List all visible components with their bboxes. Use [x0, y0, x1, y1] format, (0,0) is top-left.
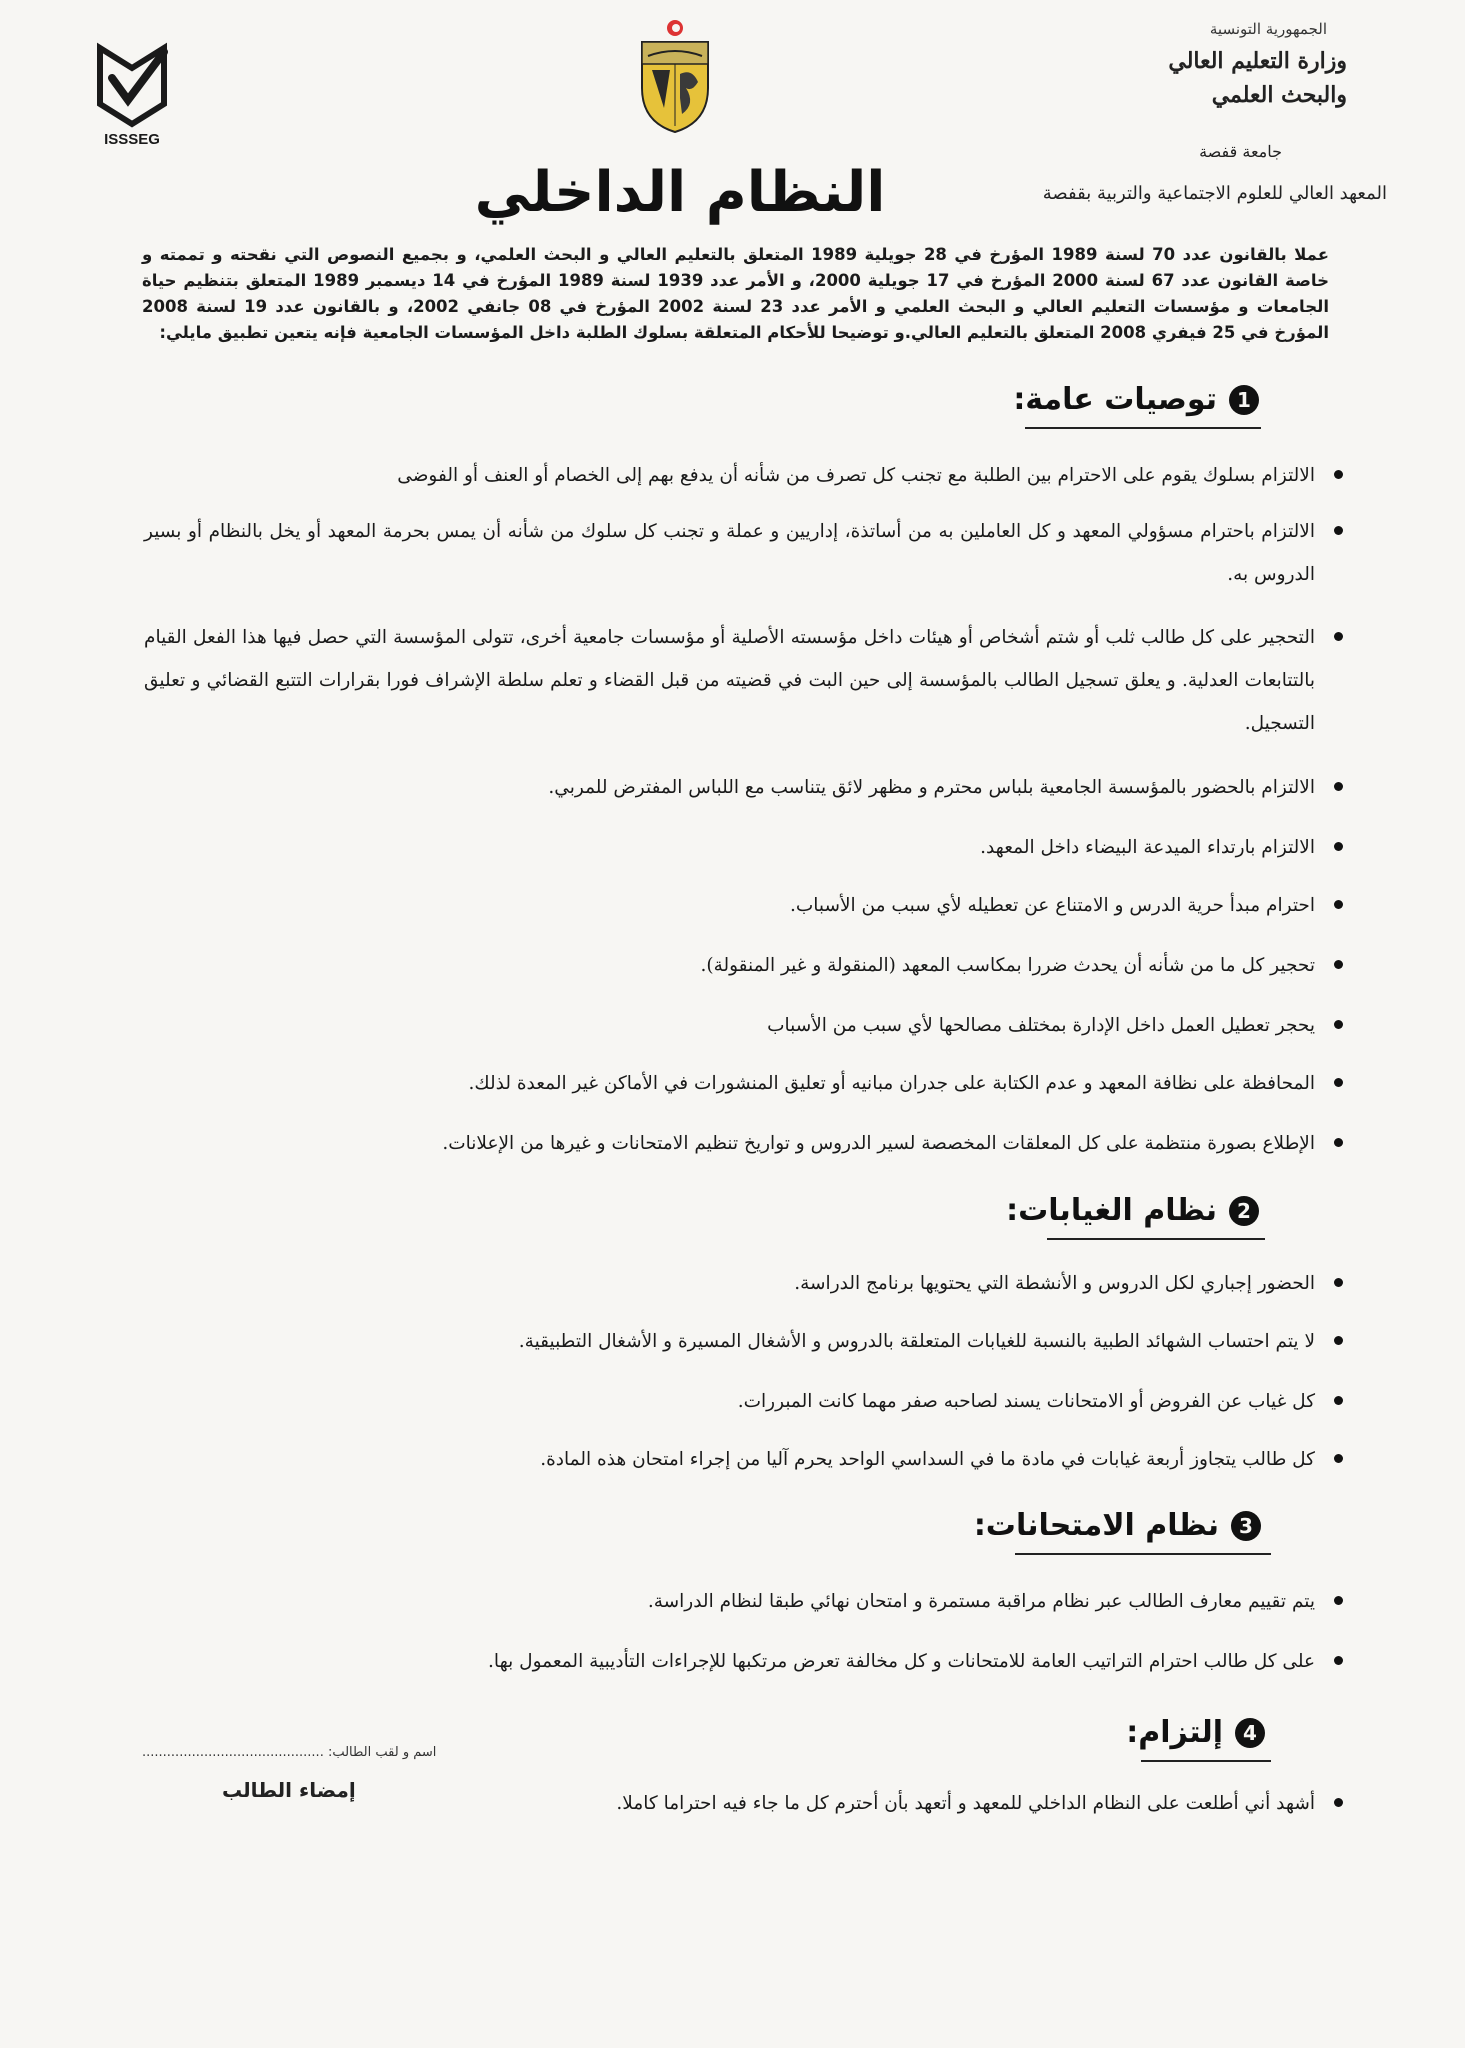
list-item: الحضور إجباري لكل الدروس و الأنشطة التي يحتويها برنامج الدراسة. — [700, 1262, 1315, 1305]
bullet-icon — [1334, 1656, 1343, 1665]
list-item: الالتزام بارتداء الميدعة البيضاء داخل المعهد. — [880, 826, 1315, 869]
bullet-icon — [1334, 782, 1343, 791]
bullet-icon — [1334, 1278, 1343, 1287]
section-1-heading — [1013, 382, 1259, 417]
ministry-line-2: والبحث العلمي — [1211, 82, 1347, 108]
section-title: إلتزام: — [1126, 1715, 1223, 1750]
bullet-icon — [1334, 1454, 1343, 1463]
student-name-field: اسم و لقب الطالب: ............................................ — [142, 1745, 437, 1760]
bullet-icon — [1334, 526, 1343, 535]
list-item: الالتزام بسلوك يقوم على الاحترام بين الطلبة مع تجنب كل تصرف من شأنه أن يدفع بهم إلى الخصام أو العنف أو الفوضى — [290, 454, 1315, 497]
section-number-badge: 3 — [1231, 1511, 1261, 1541]
institute-label: المعهد العالي للعلوم الاجتماعية والتربية بقفصة — [1042, 183, 1387, 204]
list-item: كل غياب عن الفروض أو الامتحانات يسند لصاحبه صفر مهما كانت المبررات. — [616, 1380, 1315, 1423]
bullet-icon — [1334, 470, 1343, 479]
section-number-badge: 1 — [1229, 385, 1259, 415]
list-item: الالتزام بالحضور بالمؤسسة الجامعية بلباس محترم و مظهر لائق يتناسب مع اللباس المفترض للمربي. — [480, 766, 1315, 809]
bullet-icon — [1334, 1336, 1343, 1345]
bullet-icon — [1334, 900, 1343, 909]
list-item: التحجير على كل طالب ثلب أو شتم أشخاص أو هيئات داخل مؤسسته الأصلية أو مؤسسات جامعية أخرى، تتولى المؤسسة التي حصل فيها هذا الفعل القيام بالتتابعات العدلية. و يعلق تسجيل الطالب بالمؤسسة إلى حين البت في قضيته من قبل القضاء و تعلم سلطة الإشراف فورا بقرارات التتبع القضائي و تعليق التسجيل. — [144, 616, 1315, 745]
institute-logo-icon — [82, 38, 182, 153]
list-item: يحجر تعطيل العمل داخل الإدارة بمختلف مصالحها لأي سبب من الأسباب — [690, 1004, 1315, 1047]
list-item: احترام مبدأ حرية الدرس و الامتناع عن تعطيله لأي سبب من الأسباب. — [660, 884, 1315, 927]
bullet-icon — [1334, 1396, 1343, 1405]
list-item: يتم تقييم معارف الطالب عبر نظام مراقبة مستمرة و امتحان نهائي طبقا لنظام الدراسة. — [576, 1580, 1315, 1623]
section-title: توصيات عامة: — [1013, 382, 1217, 417]
bullet-icon — [1334, 632, 1343, 641]
ministry-line-1: وزارة التعليم العالي — [1168, 48, 1347, 74]
list-item: أشهد أني أطلعت على النظام الداخلي للمعهد و أتعهد بأن أحترم كل ما جاء فيه احتراما كاملا. — [524, 1782, 1315, 1825]
list-item: تحجير كل ما من شأنه أن يحدث ضررا بمكاسب المعهد (المنقولة و غير المنقولة). — [620, 944, 1315, 987]
section-3-heading — [974, 1508, 1261, 1543]
university-label: جامعة قفصة — [1199, 142, 1282, 161]
section-title: نظام الغيابات: — [1006, 1193, 1217, 1228]
list-item: الالتزام باحترام مسؤولي المعهد و كل العاملين به من أساتذة، إداريين و عملة و تجنب كل سلوك من شأنه أن يمس بحرمة المعهد أو يخل بالنظام أو بسير الدروس به. — [144, 510, 1315, 596]
logo-text: ISSSEG — [104, 131, 160, 148]
bullet-icon — [1334, 1798, 1343, 1807]
republic-label: الجمهورية التونسية — [1209, 20, 1327, 38]
bullet-icon — [1334, 1596, 1343, 1605]
tunisia-emblem-icon — [630, 18, 720, 136]
section-2-heading — [1006, 1193, 1259, 1228]
bullet-icon — [1334, 960, 1343, 969]
bullet-icon — [1334, 1078, 1343, 1087]
list-item: الإطلاع بصورة منتظمة على كل المعلقات المخصصة لسير الدروس و تواريخ تنظيم الامتحانات و غيرها من الإعلانات. — [310, 1122, 1315, 1165]
bullet-icon — [1334, 842, 1343, 851]
list-item: كل طالب يتجاوز أربعة غيابات في مادة ما في السداسي الواحد يحرم آليا من إجراء امتحان هذه المادة. — [446, 1438, 1315, 1481]
bullet-icon — [1334, 1138, 1343, 1147]
page-title: النظام الداخلي — [474, 160, 886, 225]
list-item: لا يتم احتساب الشهائد الطبية بالنسبة للغيابات المتعلقة بالدروس و الأشغال المسيرة و الأشغال التطبيقية. — [410, 1320, 1315, 1363]
section-number-badge: 4 — [1235, 1718, 1265, 1748]
section-number-badge: 2 — [1229, 1196, 1259, 1226]
bullet-icon — [1334, 1020, 1343, 1029]
list-item: المحافظة على نظافة المعهد و عدم الكتابة على جدران مبانيه أو تعليق المنشورات في الأماكن غير المعدة لذلك. — [390, 1062, 1315, 1105]
list-item: على كل طالب احترام التراتيب العامة للامتحانات و كل مخالفة تعرض مرتكبها للإجراءات التأديبية المعمول بها. — [384, 1640, 1315, 1683]
section-4-heading — [1126, 1715, 1265, 1750]
section-title: نظام الامتحانات: — [973, 1508, 1219, 1543]
student-signature-label: إمضاء الطالب — [222, 1778, 356, 1802]
header-ministry-block — [1042, 20, 1387, 204]
intro-paragraph: عملا بالقانون عدد 70 لسنة 1989 المؤرخ في 28 جويلية 1989 المتعلق بالتعليم العالي و البحث العلمي، و بجميع النصوص التي نقحته و تممته و خاصة القانون عدد 67 لسنة 2000 المؤرخ في 17 جويلية 2000، و الأمر عدد 1939 لسنة 1989 المؤرخ في 14 ديسمبر 1989 المتعلق بتنظيم حياة الجامعات و مؤسسات التعليم العالي و البحث العلمي و الأمر عدد 23 لسنة 2002 المؤرخ في 08 جانفي 2002، و بالقانون عدد 19 لسنة 2008 المؤرخ في 25 فيفري 2008 المتعلق بالتعليم العالي.و توضيحا للأحكام المتعلقة بسلوك الطلبة داخل المؤسسات الجامعية فإنه يتعين تطبيق مايلي: — [142, 245, 1330, 342]
